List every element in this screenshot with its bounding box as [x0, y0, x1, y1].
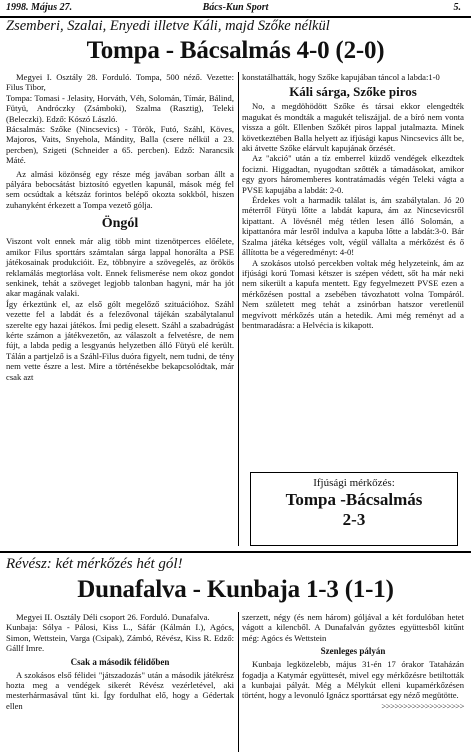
article2-headline: Dunafalva - Kunbaja 1-3 (1-1)	[77, 576, 394, 603]
paragraph: A szokásos első félidei "játszadozás" után a második játékrész hozta meg a vendégek sikerét Révész vezérletével, aki mesterhármasával tűnt ki. Így fordulhat elő, hogy a Gédertak ellen	[6, 669, 234, 711]
paragraph: Megyei I. Osztály 28. Forduló. Tompa, 500 néző. Vezette: Filus Tibor,	[6, 72, 234, 93]
column-divider	[238, 72, 239, 546]
article1-right-column	[242, 72, 464, 330]
subheading: Szenleges pályán	[320, 646, 386, 657]
youth-match-box	[250, 472, 458, 546]
paragraph: Így érkeztünk el, az első gólt megelőző szituációhoz. Száhl vezette fel a labdát és a felezővonal tájékán szabálytalanul szerelte egy hazai játékos. Ími pedig elesett. Száhl a szabadrúgást kérte számon a játékvezetőn, az válaszolt a felvetésre, de nem fújt, a labda pedig a lesgyanús helyzetben álló Fütyü elé került. Tálán a partjelző is a Száhl-Filus duóra figyelt, nem tudni, de tény nem vette észre a lest. Mire a történésekbe bekapcsolódtak, már csak azt	[6, 298, 234, 382]
column-divider	[238, 612, 239, 752]
article-rule	[0, 551, 471, 553]
subheading: Csak a második félidőben	[70, 656, 170, 667]
continuation-arrows: >>>>>>>>>>>>>>>>>>>	[381, 700, 464, 711]
subheading: Káli sárga, Szőke piros	[289, 84, 417, 100]
paragraph: Kunbaja: Sólya - Pálosi, Kiss L., Sáfár (Kálmán I.), Agócs, Simon, Wettstein, Vargа (Csipak), Zámbó, Révész, Kiss R. Edző: Gállf Imre.	[6, 622, 234, 654]
paragraph: A szokásos utolsó percekben voltak még helyzeteink, ám az ifjúsági korú Tomasi kétszer is szépen védett, sőt ha már neki nem sikerült a kapufa mentett. Egy fegyelmezett PVSE ezen a mérkőzésen posttal a zsebében távozhatott volna Tompáról. Nem született meg tehát a zsinórban hatszor veretlenül megvívott mérkőzés után a hetedik. Ami még reményt ad a bentmaradásra: a Helvécia is kikapott.	[242, 257, 464, 330]
subheading: Öngól	[101, 216, 139, 232]
article1-headline: Tompa - Bácsalmás 4-0 (2-0)	[86, 37, 385, 64]
article2-right-column	[242, 612, 464, 711]
article2-kicker: Révész: két mérkőzés hét gól!	[6, 556, 183, 572]
paragraph: Érdekes volt a harmadik találat is, ám szabálytalan. Jó 20 méterről Fütyü lőtte a labdát kapura, ám az Nincsevicsről kipattant. A lövésnél még tétlen lesen álló Solomán, a kipattanóra már lesről indulva a kapuba lőtte a labdát:3-0. Bár Szalma játéka kétséges volt, végül vállalta a mérkőzést és ő állította be a végeredményt: 4-0!	[242, 195, 464, 258]
paragraph: Megyei II. Osztály Déli csoport 26. Forduló. Dunafalva.	[16, 612, 210, 622]
paragraph: Kunbaja legközelebb, május 31-én 17 órakor Tataházán fogadja a Katymár együttesét, mivel egy mérkőzésre betiltották a kunbajai pályát. Még a Mélykút elleni kupamérkőzésen történt, hogy a levonuló Ignácz sporttársat egy néző megütötte.	[242, 659, 464, 701]
paragraph: Tompa: Tomasi - Jelasity, Horváth, Véh, Solomán, Tímár, Bálind, Fütyü, Andróczky (Zsámboki), Szalma (Rasztig), Teleki (Beleczki). Edző: Kószó László.	[6, 92, 234, 124]
paragraph: konstatálhatták, hogy Szőke kapujában táncol a labda:1-0	[242, 72, 440, 82]
youth-match-label: Ifjúsági mérkőzés:	[313, 477, 395, 489]
article2-left-column	[6, 612, 234, 711]
paragraph: Az "akció" után a tíz emberrel küzdő vendégek elkezdtek focizni. Higgadtan, nyugodtan szőtték a támadásokat, amikor egy gyors háromemberes kontratámadás végén Teleki vágta a PVSE kapujába a labdát: 2-0.	[242, 153, 464, 195]
youth-match-teams: Tompa -Bácsalmás	[285, 490, 423, 509]
paragraph: Viszont volt ennek már alig több mint tizenötperces előélete, amikor Filus sporttárs számtalan sárga lappal honorálta a PSE játékosainak produkcióit. Ez, többnyire a szövegelés, az örökös reklamálás megtorlása volt. Ennek felismerése nem okoz gondot senkinek, tehát a szöveget legjobb talonban hagyni, már ha jót akar magának valaki.	[6, 236, 234, 299]
paragraph: Bácsalmás: Szőke (Nincsevics) - Török, Futó, Száhl, Köves, Majoros, Vaits, Snyehola, Mándity, Balla (csere nélkül a 23. percben), Szigeti (Schneider a 65. percben). Edző: Narancsik Máté.	[6, 124, 234, 166]
page-number: 5.	[453, 2, 461, 13]
article1-left-column	[6, 72, 234, 382]
issue-date: 1998. Május 27.	[6, 2, 73, 13]
youth-match-score: 2-3	[342, 510, 366, 529]
page-header	[6, 2, 465, 16]
paragraph: No, a megdöhödött Szőke és társai ekkor elengedték magukat és mondták a magukét teliszájjal. de a bíró nem vonta vissza a gólt. Ellenben Szőkét piros lappal jutalmazta. Minek következtében Balla helyett az ifjúsági kapus Nincsevics állt be, aki átvette Szőke elárvult kapujának őrzését.	[242, 101, 464, 154]
paragraph: Az almási közönség egy része még javában sorban állt a pályára bebocsátást biztosító egyetlen kapunál, mások még fel sem ocsúdtak a kétszáz forintos belépő okozta sokkból, hiszen zuhanyként érkezett a Tompa vezető gólja.	[6, 168, 234, 210]
paper-title: Bács-Kun Sport	[202, 2, 269, 13]
paragraph: szerzett, négy (és nem három) góljával a két fordulóban hetet vágott a kilencből. A Dunafalván győztes együttesből kitűnt még: Agócs és Wettstein	[242, 612, 464, 643]
article1-kicker: Zsemberi, Szalai, Enyedi illetve Káli, majd Szőke nélkül	[6, 18, 330, 34]
